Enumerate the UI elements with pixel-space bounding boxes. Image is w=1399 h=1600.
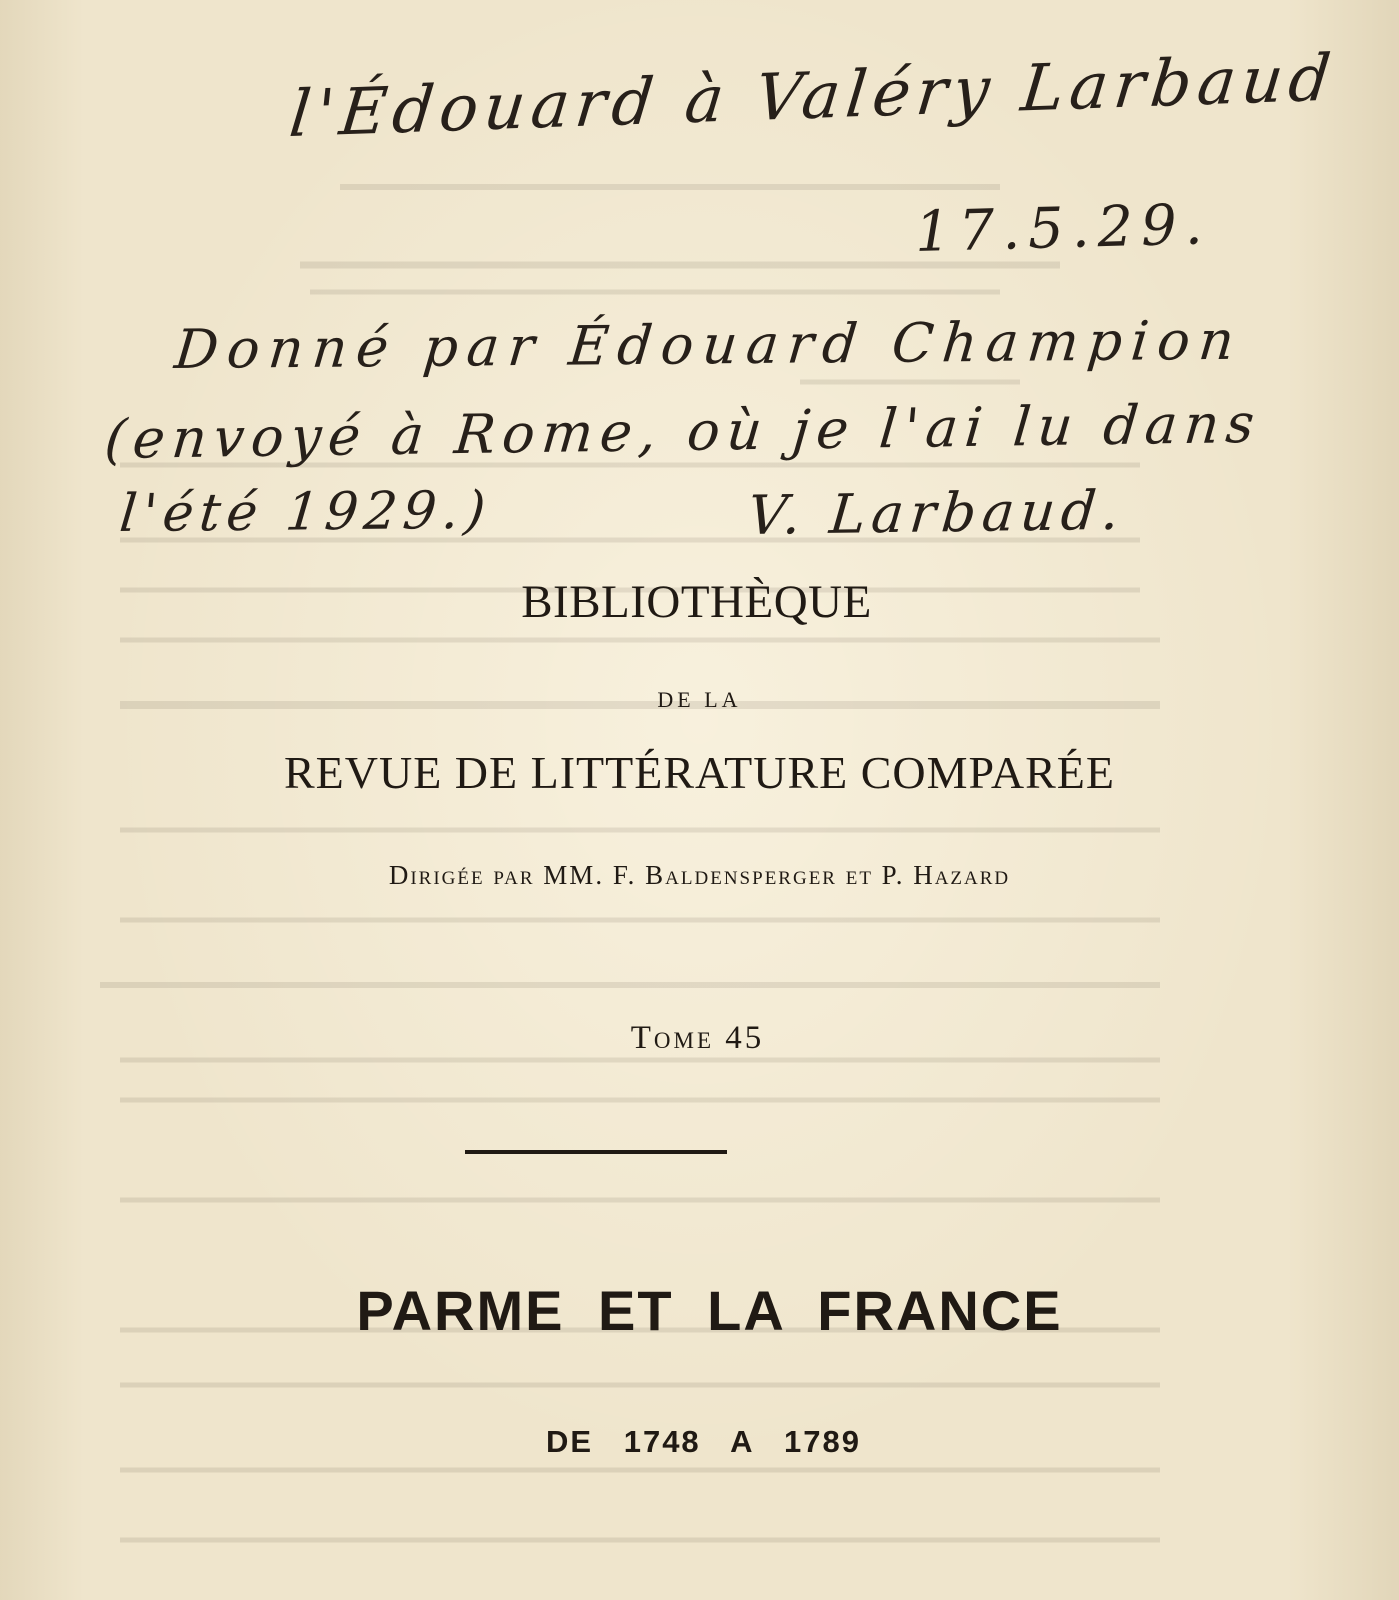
divider-rule [465, 1150, 727, 1154]
inscription-signature: V. Larbaud. [745, 478, 1128, 548]
book-title: PARME ET LA FRANCE [356, 1279, 1063, 1342]
inscription-line-4: l'été 1929.) [117, 480, 494, 545]
inscription-line-3: (envoyé à Rome, où je l'ai lu dans [102, 391, 1264, 472]
handwritten-inscription [0, 0, 1399, 570]
inscription-line-2: Donné par Édouard Champion [171, 308, 1246, 382]
series-title-line-2: DE LA [657, 687, 742, 712]
book-subtitle: DE 1748 A 1789 [546, 1424, 861, 1459]
volume-number: Tome 45 [630, 1020, 765, 1056]
inscription-line-1: l'Édouard à Valéry Larbaud [286, 41, 1340, 153]
series-title-line-3: REVUE DE LITTÉRATURE COMPARÉE [283, 747, 1115, 798]
series-editors: Dirigée par MM. F. Baldensperger et P. Hazard [388, 860, 1011, 890]
inscription-date: 17.5.29. [914, 192, 1212, 265]
series-title-line-1: BIBLIOTHÈQUE [521, 576, 872, 628]
